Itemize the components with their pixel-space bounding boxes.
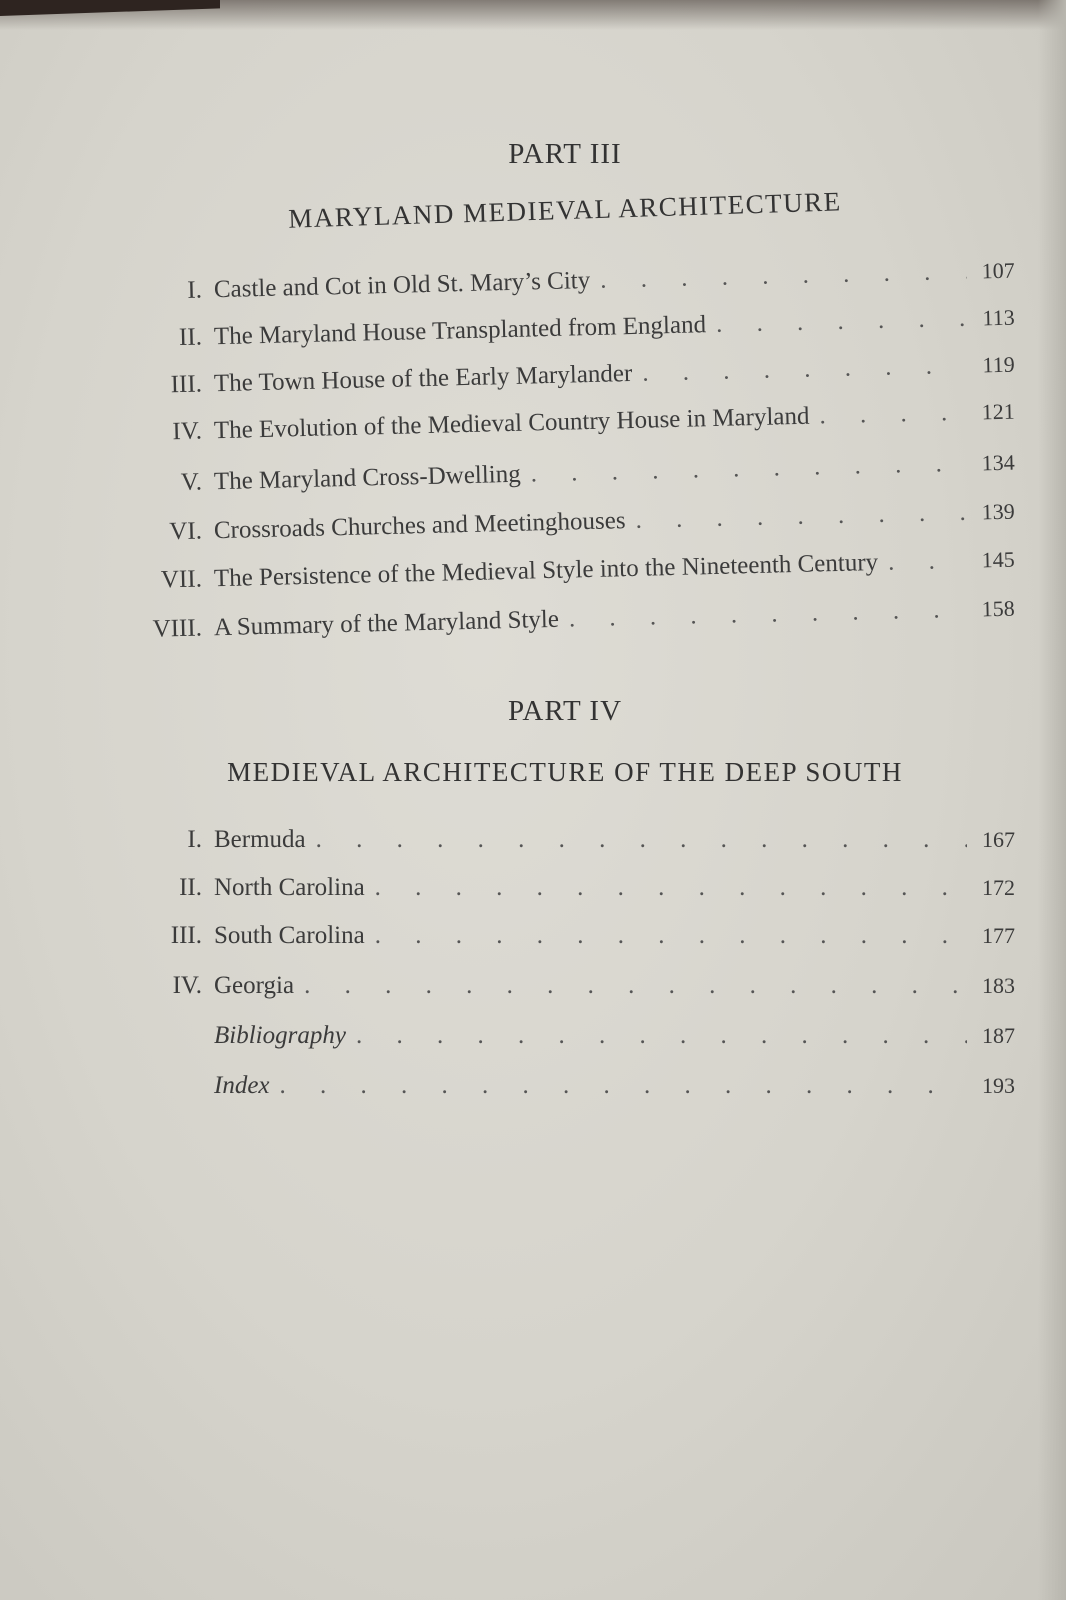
chapter-number: V. [180, 468, 203, 496]
toc-entry [140, 922, 1015, 956]
dot-leader [270, 1072, 967, 1100]
toc-entry [140, 304, 1016, 359]
chapter-title: North Carolina [214, 874, 365, 901]
back-matter-title: Bibliography [214, 1022, 346, 1049]
page-number: 113 [982, 304, 1015, 331]
chapter-title: The Persistence of the Medieval Style into the Nineteenth Century [213, 548, 879, 593]
dot-leader [346, 1022, 967, 1050]
chapter-number: I. [186, 276, 203, 304]
toc-entry [140, 595, 1016, 650]
page-number: 121 [981, 398, 1015, 425]
page-number: 193 [982, 1073, 1015, 1098]
chapter-title: The Maryland House Transplanted from England [213, 311, 707, 351]
part-4-label: PART IV [507, 695, 623, 727]
toc-entry [140, 398, 1016, 453]
toc-entry [140, 351, 1016, 406]
dot-leader [809, 399, 967, 431]
chapter-number: I. [187, 826, 202, 853]
chapter-title: Bermuda [214, 826, 306, 853]
page-number: 167 [982, 827, 1015, 852]
dot-leader [365, 874, 967, 902]
chapter-number: III. [170, 922, 202, 949]
dot-leader [306, 826, 967, 854]
toc-entry [140, 546, 1016, 601]
chapter-number: IV. [172, 417, 203, 446]
page-number: 177 [982, 923, 1015, 948]
page-number: 145 [981, 546, 1015, 573]
dot-leader [520, 450, 967, 489]
chapter-title: The Town House of the Early Marylander [213, 359, 633, 398]
page-number: 183 [982, 973, 1015, 998]
page-number: 107 [981, 257, 1015, 284]
toc-entry [140, 257, 1016, 312]
page-number: 158 [981, 595, 1015, 622]
chapter-title: South Carolina [214, 922, 365, 949]
page-number: 172 [982, 875, 1015, 900]
chapter-number: III. [170, 370, 203, 399]
page-number: 187 [982, 1023, 1015, 1048]
toc-entry-index [140, 1072, 1015, 1106]
dot-leader [632, 352, 967, 388]
toc-entry [140, 874, 1015, 908]
chapter-title: Crossroads Churches and Meetinghouses [213, 507, 626, 545]
chapter-number: II. [179, 874, 202, 901]
chapter-number: VIII. [152, 614, 203, 643]
chapter-title: Castle and Cot in Old St. Mary’s City [213, 267, 591, 304]
toc-entry-bibliography [140, 1022, 1015, 1056]
part-4-title: MEDIEVAL ARCHITECTURE OF THE DEEP SOUTH [227, 757, 903, 787]
page-number: 139 [981, 498, 1015, 525]
chapter-number: VI. [168, 517, 203, 546]
dot-leader [365, 922, 967, 950]
page-right-edge [1038, 0, 1066, 1600]
chapter-number: IV. [172, 972, 202, 999]
part-3-title: MARYLAND MEDIEVAL ARCHITECTURE [287, 186, 843, 234]
toc-entry [140, 972, 1015, 1006]
toc-entry [140, 826, 1015, 860]
dot-leader [559, 596, 967, 634]
dot-leader [706, 305, 967, 339]
dot-leader [294, 972, 967, 1000]
page-number: 119 [982, 351, 1015, 378]
chapter-number: VII. [160, 565, 203, 594]
chapter-title: A Summary of the Maryland Style [213, 605, 560, 642]
chapter-number: II. [178, 323, 203, 352]
part-3-label: PART III [508, 138, 622, 170]
chapter-title: Georgia [214, 972, 295, 999]
page-number: 134 [981, 449, 1015, 476]
dot-leader [878, 547, 967, 577]
chapter-title: The Maryland Cross-Dwelling [213, 460, 522, 496]
chapter-title: The Evolution of the Medieval Country House in Maryland [213, 402, 810, 445]
toc-entry [140, 498, 1016, 553]
toc-entry [140, 449, 1016, 504]
dot-leader [590, 258, 967, 295]
dot-leader [625, 499, 967, 535]
back-matter-title: Index [214, 1072, 270, 1099]
